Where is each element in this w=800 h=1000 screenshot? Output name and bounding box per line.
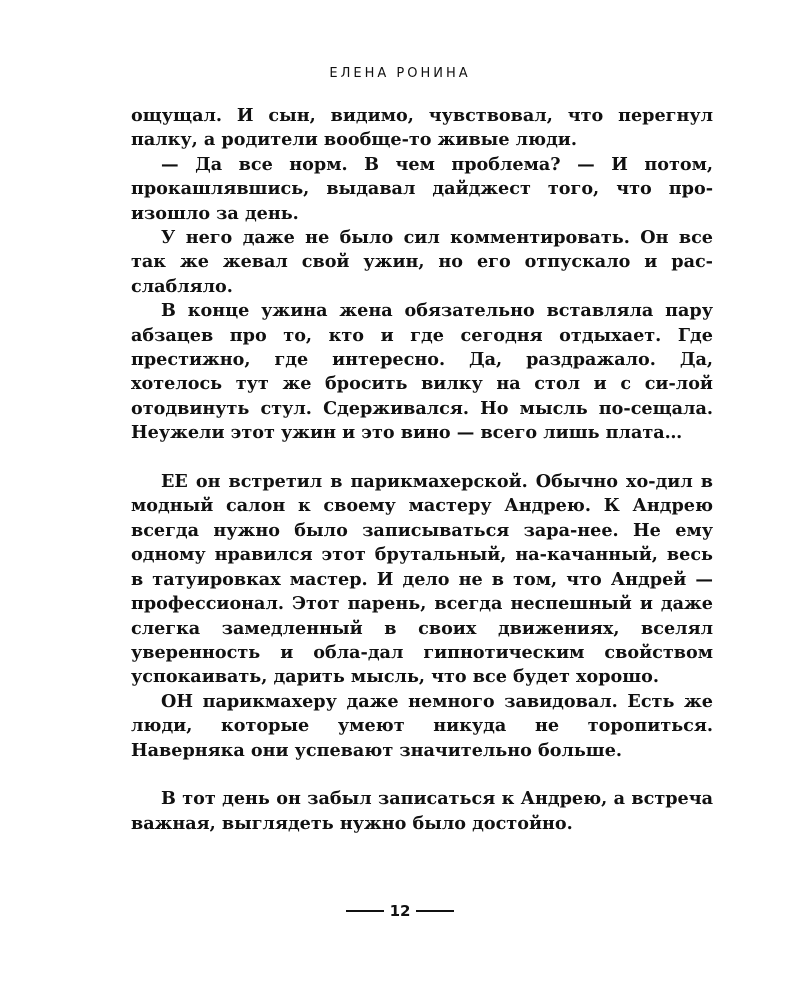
text-line: в своих движениях, вселял уверенность и обла-: [131, 617, 713, 663]
paragraph-4: [131, 299, 713, 445]
text-line: качанный, весь в татуировках мастер. И дело не: [131, 544, 713, 590]
page-number: 12: [389, 902, 411, 920]
paragraph-3: [131, 226, 713, 299]
page-folio: [0, 902, 800, 920]
text-line: в том, что Андрей — профессионал. Этот парень,: [131, 568, 713, 615]
text-line: сещала. Неужели этот ужин и это вино — всего: [131, 397, 713, 444]
paragraph-7: [131, 787, 713, 836]
text-line: слабляло.: [131, 275, 233, 297]
text-line: дал гипнотическим свойством успокаивать, дарить: [131, 641, 713, 688]
text-line: нее. Не ему одному нравился этот брутальный, на-: [131, 519, 713, 566]
folio-rule-left: [346, 910, 384, 912]
text-line: Наверняка они успевают значительно больше.: [131, 739, 623, 761]
text-line: дил в модный салон к своему мастеру Андрею.: [131, 471, 713, 517]
folio-rule-right: [416, 910, 454, 912]
text-line: ОН парикмахеру даже немного завидовал. Есть: [161, 690, 675, 712]
text-line: же люди, которые умеют никуда не торопиться.: [131, 690, 713, 737]
text-line: пару абзацев про то, кто и где сегодня отдыхает.: [131, 300, 713, 346]
running-head-author: ЕЛЕНА РОНИНА: [329, 66, 471, 81]
paragraph-2: [131, 153, 713, 226]
text-line: ощущал. И сын, видимо, чувствовал, что перегнул: [131, 105, 713, 126]
body-text: [131, 104, 713, 836]
text-line: Да, хотелось тут же бросить вилку на стол и с си-: [131, 349, 713, 395]
text-line: прокашлявшись, выдавал дайджест того, что про-: [131, 178, 713, 200]
text-line: так же жевал свой ужин, но его отпускало и рас-: [131, 251, 713, 273]
paragraph-6: [131, 690, 713, 763]
text-line: всегда неспешный и даже слегка замедленный: [131, 593, 713, 639]
text-line: Где престижно, где интересно. Да, раздражало.: [131, 324, 713, 371]
text-line: палку, а родители вообще-то живые люди.: [131, 129, 577, 151]
text-line: лой отодвинуть стул. Сдерживался. Но мысль по-: [131, 373, 713, 419]
text-line: В конце ужина жена обязательно вставляла: [161, 300, 654, 322]
paragraph-1: [131, 104, 713, 153]
text-line: — Да все норм. В чем проблема? — И потом,: [161, 153, 713, 175]
text-line: мысль, что все будет хорошо.: [350, 666, 660, 688]
text-line: изошло за день.: [131, 202, 299, 224]
text-line: ЕЕ он встретил в парикмахерской. Обычно хо-: [161, 471, 656, 493]
paragraph-5: [131, 470, 713, 690]
text-line: В тот день он забыл записаться к Андрею,: [161, 788, 608, 810]
text-line: К Андрею всегда нужно было записываться зара-: [131, 495, 713, 541]
text-line: а встреча важная, выглядеть нужно было достойно.: [131, 788, 714, 834]
text-line: лишь плата…: [543, 422, 683, 444]
text-line: У него даже не было сил комментировать. Он все: [161, 227, 713, 249]
